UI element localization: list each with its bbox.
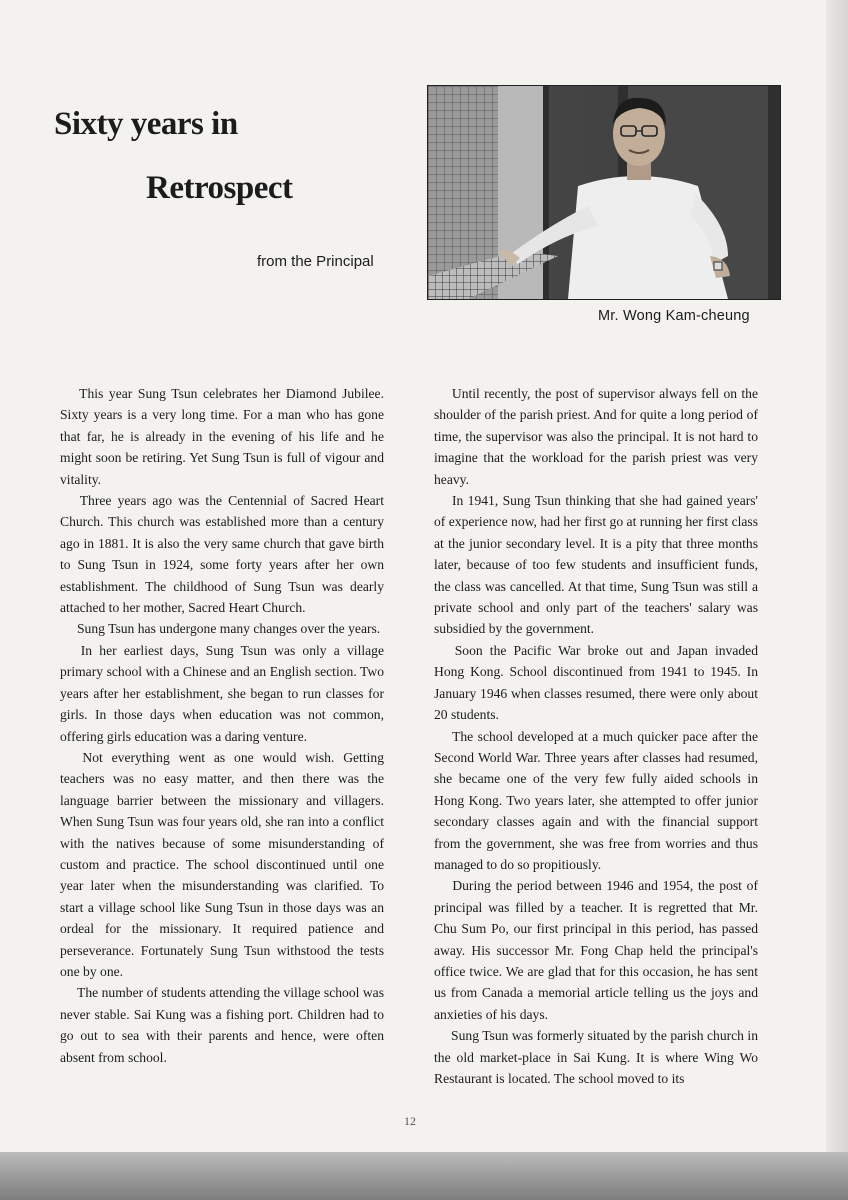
- paragraph: In 1941, Sung Tsun thinking that she had gained years' of experience now, had her first go at running her first class at the junior secondary level. It is a pity that three months later, because of too few students and insufficient funds, the class was cancelled. At that time, Sung Tsun was still a private school and only part of the teachers' salary was subsidied by the government.: [434, 493, 758, 637]
- paragraph: Sung Tsun has undergone many changes over the years.: [60, 621, 381, 637]
- paragraph: Sung Tsun was formerly situated by the parish church in the old market-place in Sai Kung. It is where Wing Wo Restaurant is located. The school moved to its: [434, 1028, 758, 1086]
- paragraph: Three years ago was the Centennial of Sacred Heart Church. This church was established more than a century ago in 1881. It is also the very same church that gave birth to Sung Tsun in 1924, some forty years after her own establishment. The childhood of Sung Tsun was dearly attached to her mother, Sacred Heart Church.: [60, 493, 384, 616]
- paragraph: This year Sung Tsun celebrates her Diamond Jubilee. Sixty years is a very long time. For a man who has gone that far, he is already in the evening of his life and he might soon be retiring. Yet Sung Tsun is full of vigour and vitality.: [60, 386, 384, 487]
- article-byline: from the Principal: [257, 253, 374, 270]
- principal-portrait-photo: [427, 85, 781, 300]
- paragraph: Soon the Pacific War broke out and Japan invaded Hong Kong. School discontinued from 1941 to 1945. In January 1946 when classes resumed, there were only about 20 students.: [434, 642, 758, 723]
- page-number: 12: [404, 1114, 416, 1128]
- paragraph: The number of students attending the village school was never stable. Sai Kung was a fishing port. Children had to go out to sea with their parents and hence, were often absent from school.: [60, 985, 384, 1065]
- paragraph: Not everything went as one would wish. Getting teachers was no easy matter, and then there was the language barrier between the missionary and villagers. When Sung Tsun was four years old, she ran into a conflict with the natives because of some misunderstanding of custom and practice. The school discontinued until one year later when the misunderstanding was clarified. To start a village school like Sung Tsun in those days was an ordeal for the missionary. It required patience and perseverance. Fortunately Sung Tsun withstood the tests one by one.: [60, 749, 384, 979]
- left-text-column: [60, 383, 384, 1068]
- paragraph: Until recently, the post of supervisor always fell on the shoulder of the parish priest. And for quite a long period of time, the supervisor was also the principal. It is not hard to imagine that the workload for the parish priest was very heavy.: [434, 386, 758, 487]
- paragraph: In her earliest days, Sung Tsun was only a village primary school with a Chinese and an English section. Two years after her establishment, she began to run classes for girls. In those days when education was not common, offering girls education was a daring venture.: [60, 642, 384, 744]
- article-title-line-2: Retrospect: [146, 170, 293, 206]
- article-title-line-1: Sixty years in: [54, 106, 238, 142]
- paragraph: During the period between 1946 and 1954, the post of principal was filled by a teacher. It is regretted that Mr. Chu Sum Po, our first principal in this period, has passed away. His successor Mr. Fong Chap held the principal's office twice. We are glad that for this occasion, he has sent us from Canada a memorial article telling us the joys and anxieties of his days.: [434, 878, 758, 1022]
- right-text-column: [434, 383, 758, 1089]
- photo-caption: Mr. Wong Kam-cheung: [598, 308, 750, 324]
- scan-bottom-margin: [0, 1152, 848, 1200]
- paragraph: The school developed at a much quicker pace after the Second World War. Three years after classes had resumed, she became one of the very few fully aided schools in Hong Kong. Two years later, she attempted to offer junior secondary classes again and with the financial support from the government, she was free from worries and thus managed to do so propitiously.: [434, 728, 758, 872]
- page-edge-shadow: [826, 0, 848, 1160]
